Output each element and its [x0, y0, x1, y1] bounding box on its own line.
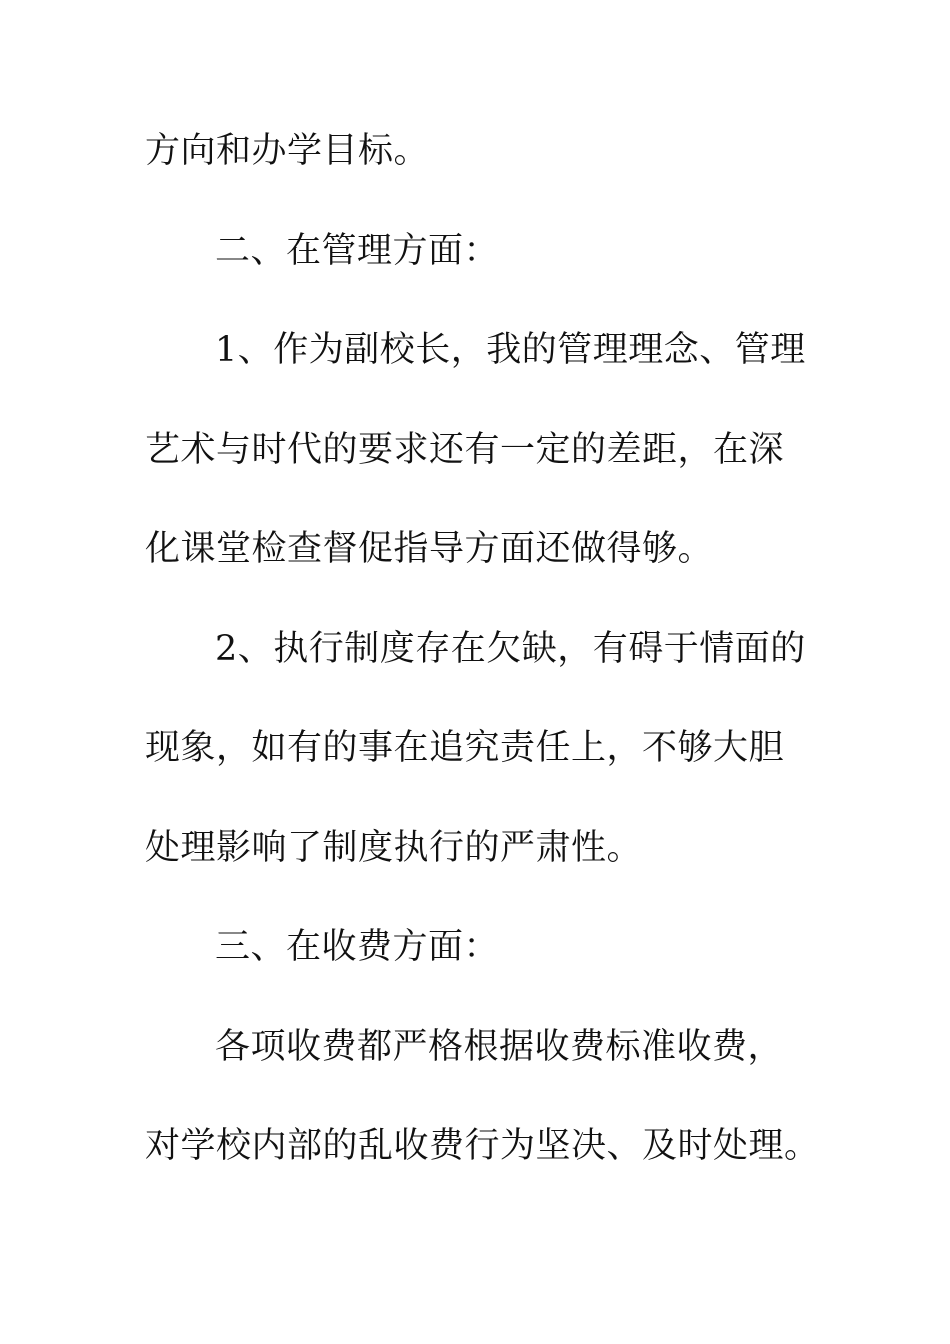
paragraph-line: 艺术与时代的要求还有一定的差距，在深 [145, 429, 785, 470]
paragraph-line: 处理影响了制度执行的严肃性。 [145, 827, 643, 868]
paragraph-line: 对学校内部的乱收费行为坚决、及时处理。 [145, 1126, 820, 1166]
paragraph-line: 现象，如有的事在追究责任上，不够大胆 [145, 728, 785, 768]
paragraph-line: 方向和办学目标。 [145, 131, 430, 171]
section-heading: 三、在收费方面： [215, 927, 500, 967]
section-heading: 二、在管理方面： [215, 230, 500, 271]
paragraph-line: 化课堂检查督促指导方面还做得够。 [145, 529, 714, 569]
document-body [145, 102, 820, 1197]
paragraph-line: 各项收费都严格根据收费标准收费， [215, 1026, 784, 1067]
paragraph-line: 2、执行制度存在欠缺，有碍于情面的 [215, 628, 806, 669]
paragraph-line: 1、作为副校长，我的管理理念、管理 [215, 330, 806, 370]
